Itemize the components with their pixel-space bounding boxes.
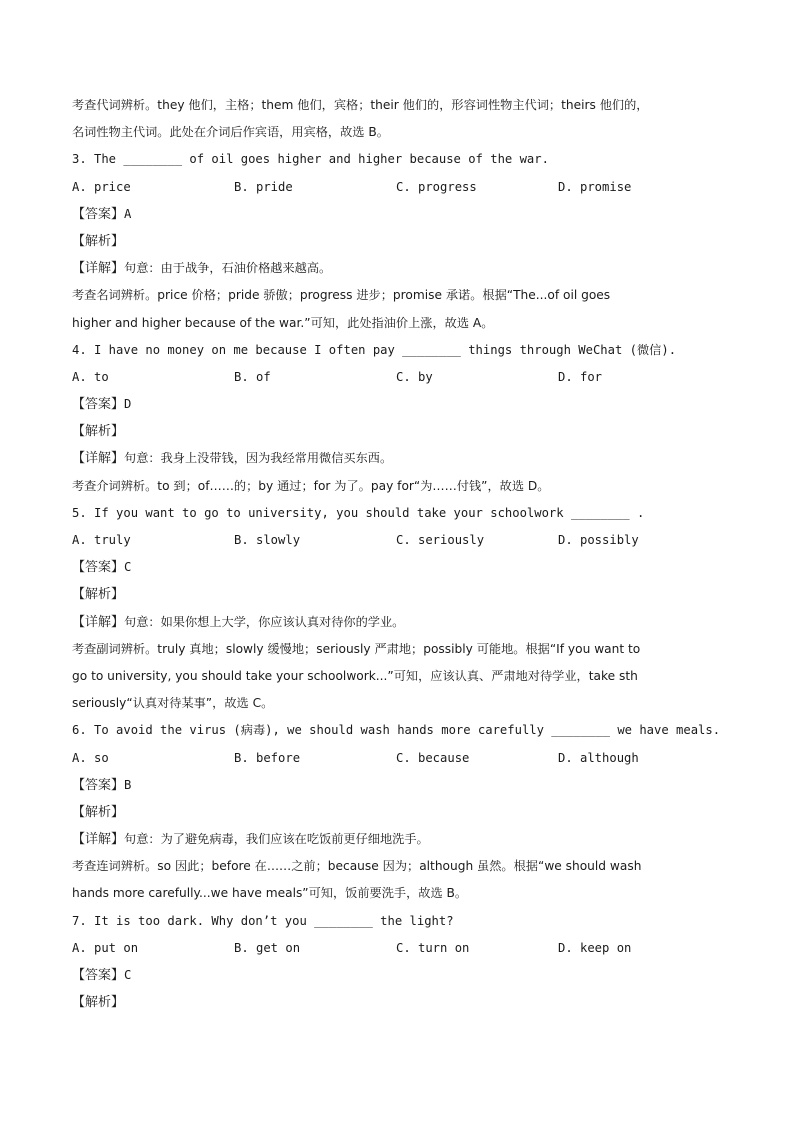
option-d: D. possibly — [558, 533, 639, 547]
answer-line — [72, 391, 732, 418]
answer-line — [72, 772, 732, 799]
option-b: B. get on — [234, 940, 301, 955]
options-row — [72, 527, 732, 554]
detail-text: 句意：为了避免病毒，我们应该在吃饭前更仔细地洗手。 — [124, 832, 429, 847]
option-c: C. turn on — [396, 940, 470, 955]
answer-value: C — [124, 560, 132, 575]
detail-text: 句意：我身上没带钱，因为我经常用微信买东西。 — [124, 451, 393, 466]
intro-line-2: 名词性物主代词。此处在介词后作宾语，用宾格，故选 B。 — [72, 125, 389, 140]
option-c: C. progress — [396, 179, 477, 194]
question-stem: 4. I have no money on me because I often pay ________ things through WeChat (微信). — [72, 342, 677, 357]
explain-line: 考查介词辨析。to 到；of……的；by 通过；for 为了。pay for“为……付钱”，故选 D。 — [72, 478, 550, 493]
answer-value: D — [124, 397, 132, 412]
option-a: A. price — [72, 179, 131, 194]
answer-line — [72, 554, 732, 581]
detail-label: 【详解】 — [72, 614, 125, 630]
question-7 — [72, 908, 732, 1017]
explain-line: 考查名词辨析。price 价格；pride 骄傲；progress 进步；promise 承诺。根据“The...of oil goes — [72, 288, 611, 303]
option-d: D. for — [558, 369, 603, 384]
explain-line: higher and higher because of the war.”可知，此处指油价上涨，故选 A。 — [72, 315, 494, 330]
option-a: A. to — [72, 369, 109, 384]
options-row — [72, 364, 732, 391]
analysis-label: 【解析】 — [72, 233, 125, 249]
analysis-label: 【解析】 — [72, 995, 125, 1011]
question-stem: 5. If you want to go to university, you should take your schoolwork ________ . — [72, 505, 645, 520]
answer-line — [72, 962, 732, 989]
answer-label: 【答案】 — [72, 968, 125, 983]
explain-line: go to university, you should take your schoolwork...”可知，应该认真、严肃地对待学业，take sth — [72, 668, 638, 683]
options-row — [72, 935, 732, 962]
answer-line — [72, 201, 732, 228]
detail-line — [72, 445, 732, 472]
detail-label: 【详解】 — [72, 261, 125, 277]
explain-line: 考查连词辨析。so 因此；before 在……之前；because 因为；although 虽然。根据“we should wash — [72, 859, 642, 874]
detail-line — [72, 255, 732, 282]
analysis-label: 【解析】 — [72, 587, 125, 603]
option-a: A. so — [72, 750, 109, 765]
answer-value: C — [124, 968, 132, 982]
option-b: B. before — [234, 750, 301, 765]
answer-label: 【答案】 — [72, 397, 125, 413]
options-row — [72, 745, 732, 772]
question-stem: 3. The ________ of oil goes higher and higher because of the war. — [72, 152, 549, 167]
detail-text: 句意：如果你想上大学，你应该认真对待你的学业。 — [124, 614, 405, 629]
detail-line — [72, 826, 732, 853]
question-6 — [72, 717, 732, 907]
answer-label: 【答案】 — [72, 777, 125, 793]
answer-label: 【答案】 — [72, 560, 125, 576]
intro-line-1: 考查代词辨析。they 他们，主格；them 他们，宾格；their 他们的，形容词性物主代词；theirs 他们的， — [72, 98, 649, 112]
detail-label: 【详解】 — [72, 451, 125, 467]
explain-line: 考查副词辨析。truly 真地；slowly 缓慢地；seriously 严肃地；possibly 可能地。根据“If you want to — [72, 641, 641, 656]
option-b: B. pride — [234, 179, 293, 194]
analysis-label: 【解析】 — [72, 424, 125, 440]
option-d: D. promise — [558, 179, 632, 194]
detail-line — [72, 609, 732, 636]
question-3 — [72, 146, 732, 336]
option-a: A. truly — [72, 533, 131, 547]
option-a: A. put on — [72, 940, 139, 955]
options-row — [72, 174, 732, 201]
option-d: D. keep on — [558, 940, 632, 955]
question-4 — [72, 337, 732, 500]
option-c: C. seriously — [396, 533, 485, 547]
detail-label: 【详解】 — [72, 832, 125, 848]
answer-value: B — [124, 777, 132, 792]
answer-label: 【答案】 — [72, 206, 125, 222]
option-b: B. of — [234, 369, 271, 384]
option-d: D. although — [558, 750, 639, 765]
option-b: B. slowly — [234, 533, 301, 547]
analysis-label: 【解析】 — [72, 804, 125, 820]
detail-text: 句意：由于战争，石油价格越来越高。 — [124, 261, 332, 276]
option-c: C. by — [396, 369, 433, 384]
question-stem: 6. To avoid the virus (病毒), we should wash hands more carefully ________ we have meals. — [72, 723, 721, 738]
answer-value: A — [124, 206, 132, 221]
explain-line: seriously“认真对待某事”，故选 C。 — [72, 696, 274, 711]
explain-line: hands more carefully...we have meals”可知，饭前要洗手，故选 B。 — [72, 886, 468, 901]
document-page — [72, 92, 732, 1016]
question-5 — [72, 500, 732, 718]
question-stem: 7. It is too dark. Why don’t you ________ the light? — [72, 913, 454, 928]
option-c: C. because — [396, 750, 470, 765]
